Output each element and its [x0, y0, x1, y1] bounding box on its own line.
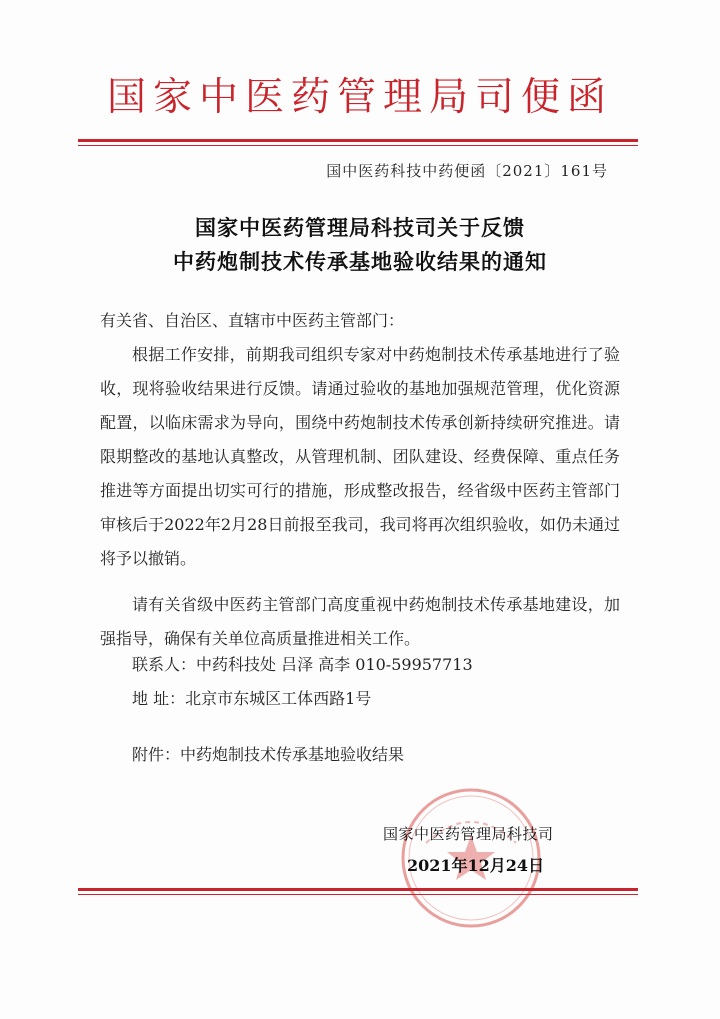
- attachment-line: 附件：中药炮制技术传承基地验收结果: [132, 745, 405, 764]
- signature-date: 2021年12月24日: [407, 856, 545, 875]
- footer-rule-thin: [78, 894, 638, 895]
- letterhead-rule-thin: [78, 145, 638, 146]
- document-title-line-2: 中药炮制技术传承基地验收结果的通知: [173, 250, 547, 274]
- body-paragraph-2: 请有关省级中医药主管部门高度重视中药炮制技术传承基地建设，加强指导，确保有关单位高质量推进相关工作。: [100, 595, 620, 648]
- address-line: 地 址：北京市东城区工体西路1号: [132, 689, 372, 708]
- contact-line: 联系人：中药科技处 吕泽 高李 010-59957713: [132, 655, 473, 674]
- document-title-line-1: 国家中医药管理局科技司关于反馈: [195, 216, 525, 240]
- document-number: 国中医药科技中药便函〔2021〕161号: [326, 162, 608, 180]
- letterhead-title: 国家中医药管理局司便函: [106, 75, 613, 120]
- footer-rule-thick: [78, 888, 638, 891]
- signature-organization: 国家中医药管理局科技司: [383, 825, 554, 843]
- letterhead-rule-thick: [78, 139, 638, 142]
- body-paragraph-1: 根据工作安排，前期我司组织专家对中药炮制技术传承基地进行了验收，现将验收结果进行反馈。请通过验收的基地加强规范管理，优化资源配置，以临床需求为导向，围绕中药炮制技术传承创新持续研究推进。请限期整改的基地认真整改，从管理机制、团队建设、经费保障、重点任务推进等方面提出切实可行的措施，形成整改报告，经省级中医药主管部门审核后于2022年2月28日前报至我司，我司将再次组织验收，如仍未通过将予以撤销。: [100, 345, 620, 568]
- addressee: 有关省、自治区、直辖市中医药主管部门：: [100, 311, 405, 330]
